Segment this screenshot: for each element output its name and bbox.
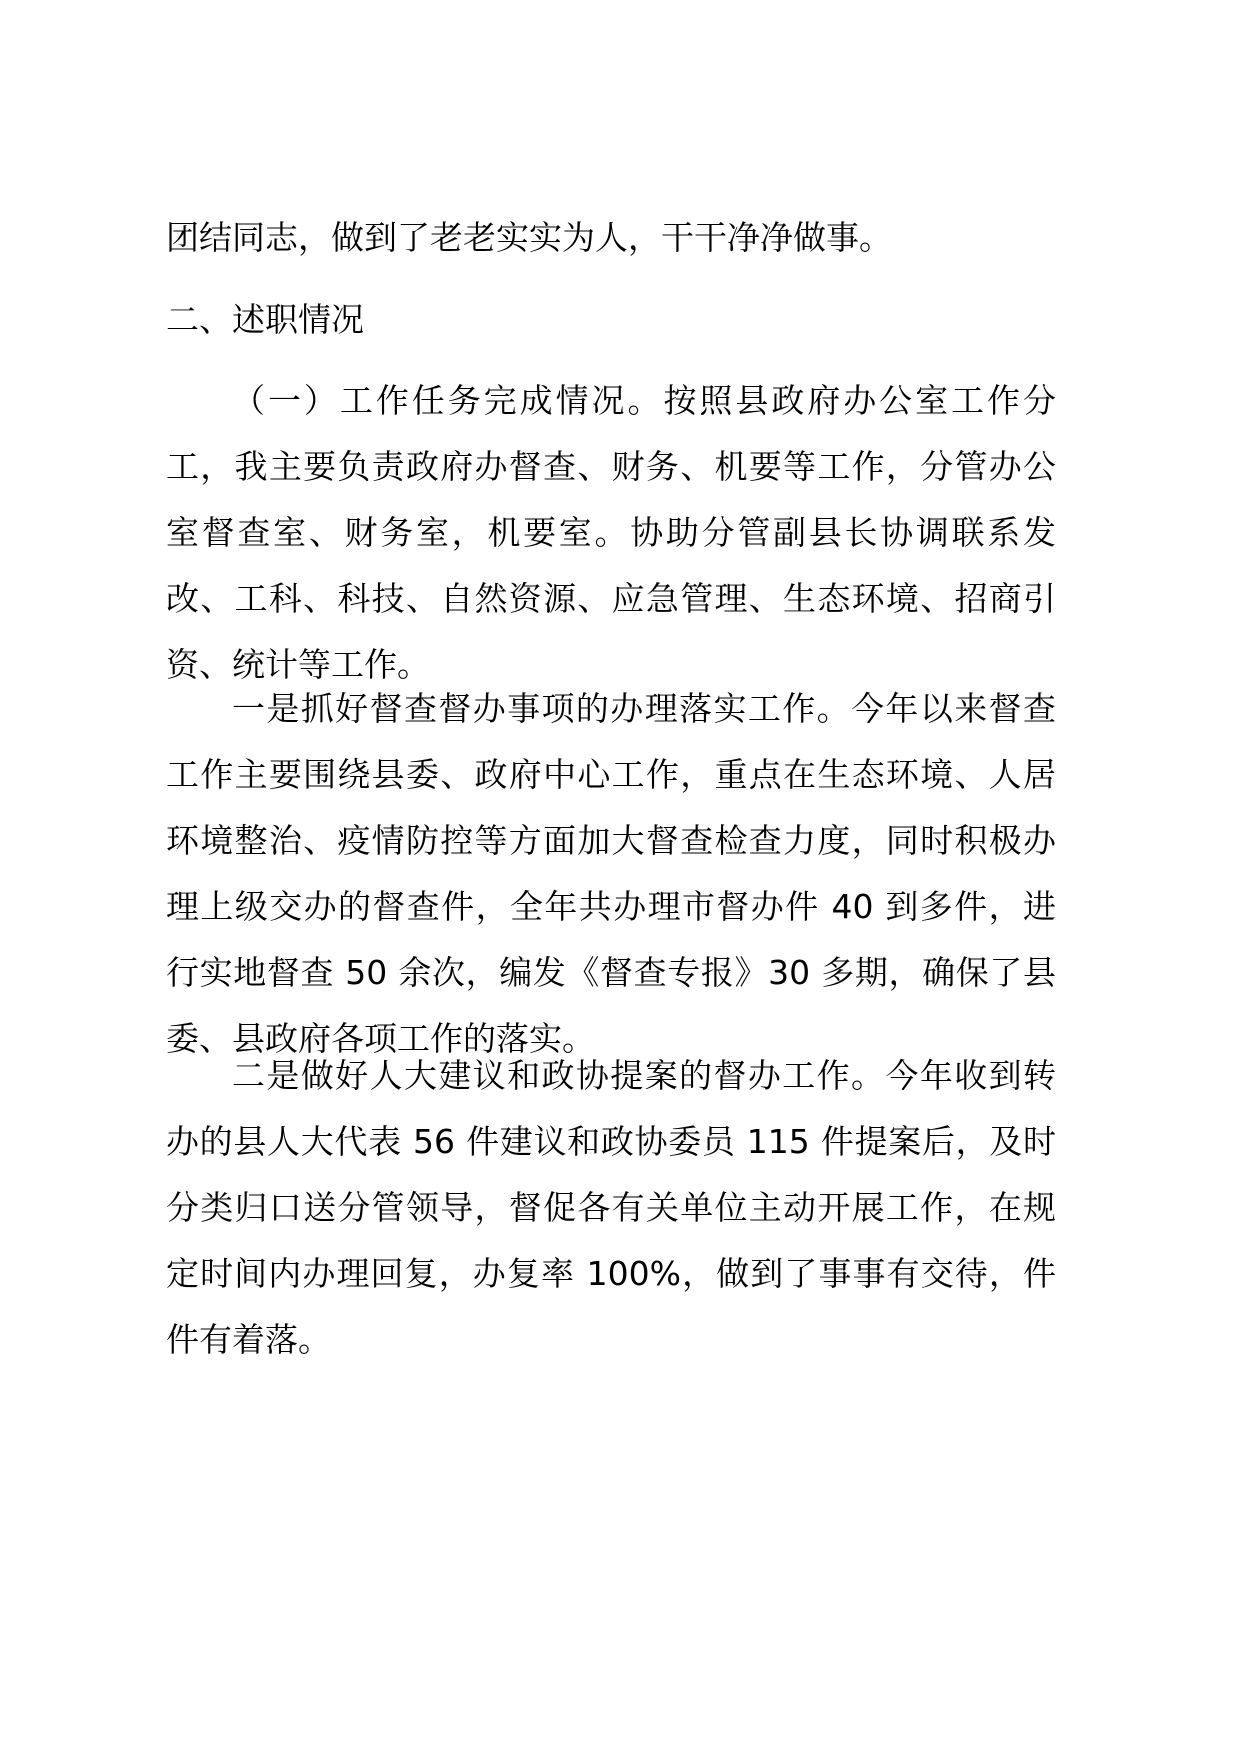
paragraph-task-completion — [166, 368, 1056, 698]
text-line: 二是做好人大建议和政协提案的督办工作。今年收到转 — [232, 1056, 1056, 1095]
paragraph-supervision — [166, 676, 1056, 1072]
section-heading — [166, 287, 1056, 353]
text-line: 工，我主要负责政府办督查、财务、机要等工作，分管办公 — [166, 447, 1056, 486]
text-line: 团结同志，做到了老老实实为人，干干净净做事。 — [166, 218, 892, 257]
text-line: （一）工作任务完成情况。按照县政府办公室工作分 — [232, 381, 1056, 420]
text-line: 工作主要围绕县委、政府中心工作，重点在生态环境、人居 — [166, 755, 1056, 794]
text-line: 一是抓好督查督办事项的办理落实工作。今年以来督查 — [232, 689, 1056, 728]
paragraph-continuation — [166, 205, 1056, 271]
text-line: 资、统计等工作。 — [166, 645, 430, 684]
text-line: 环境整治、疫情防控等方面加大督查检查力度，同时积极办 — [166, 821, 1056, 860]
text-line: 行实地督查 50 余次，编发《督查专报》30 多期，确保了县 — [166, 953, 1056, 992]
section-title: 二、述职情况 — [166, 300, 364, 339]
text-line: 理上级交办的督查件，全年共办理市督办件 40 到多件，进 — [166, 887, 1056, 926]
text-line: 定时间内办理回复，办复率 100%，做到了事事有交待，件 — [166, 1254, 1056, 1293]
paragraph-proposals — [166, 1043, 1056, 1373]
text-line: 件有着落。 — [166, 1320, 331, 1359]
text-line: 分类归口送分管领导，督促各有关单位主动开展工作，在规 — [166, 1188, 1056, 1227]
text-line: 委、县政府各项工作的落实。 — [166, 1019, 595, 1058]
text-line: 室督查室、财务室，机要室。协助分管副县长协调联系发 — [166, 513, 1056, 552]
text-line: 办的县人大代表 56 件建议和政协委员 115 件提案后，及时 — [166, 1122, 1056, 1161]
text-line: 改、工科、科技、自然资源、应急管理、生态环境、招商引 — [166, 579, 1056, 618]
